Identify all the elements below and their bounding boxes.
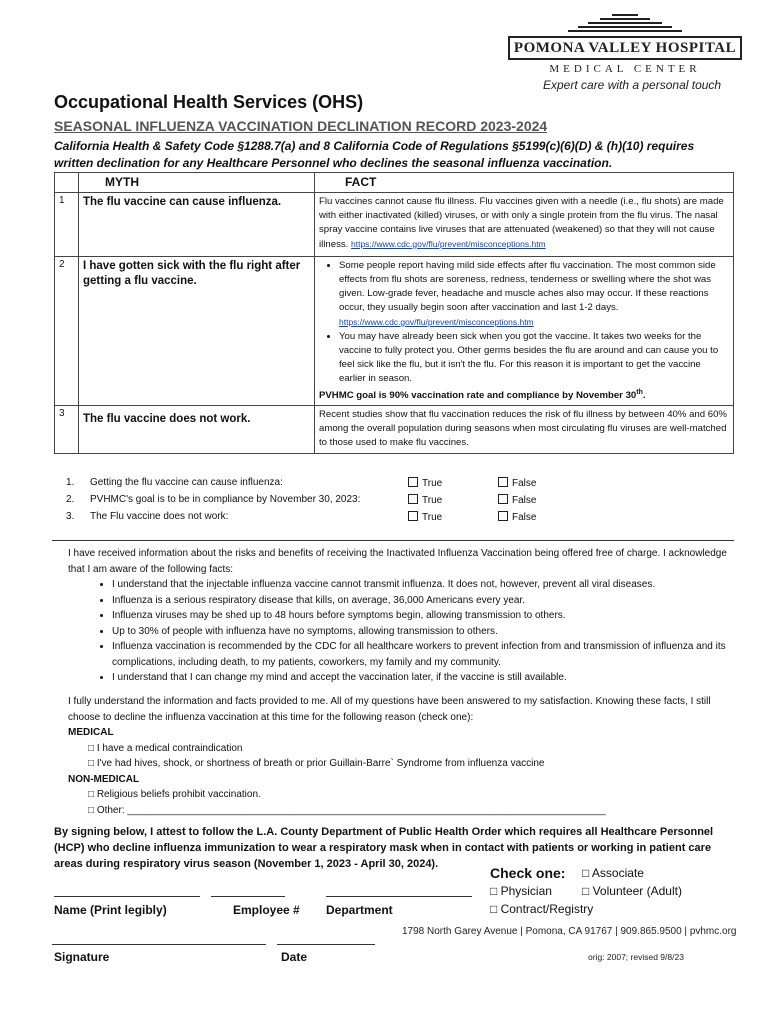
declaration-intro: I have received information about the risks and benefits of receiving the Inactivated Influenza Vaccination being offered free of charge. I acknowledge that I am aware of the following facts: (68, 548, 727, 575)
table-row (55, 193, 734, 257)
fact-cell (315, 193, 734, 257)
department-label: Department (326, 903, 393, 917)
false-label: False (512, 478, 537, 489)
medical-option[interactable]: □ I have a medical contraindication (88, 742, 243, 754)
list-item: • Influenza viruses may be shed up to 48 hours before symptoms begin, allowing transmission to others. (112, 608, 728, 624)
row-number: 1 (55, 193, 79, 257)
contract-option[interactable]: □ Contract/Registry (490, 902, 594, 916)
header-num (55, 173, 79, 193)
checkbox[interactable] (498, 494, 508, 504)
myth-text: The flu vaccine does not work. (79, 406, 315, 454)
goal-text: PVHMC goal is 90% vaccination rate and compliance by November 30 (319, 390, 637, 402)
fact-text: Flu vaccines cannot cause flu illness. Flu vaccines given with a needle (i.e., flu shots) are made with either inactivated (killed) viruses, or with only a single protein from the flu virus. The nasal spray vaccine contains live viruses that are attenuated (weakened) so that they will not cause illness. (319, 196, 724, 250)
logo-tagline: Expert care with a personal touch (543, 78, 722, 92)
myth-text: I have gotten sick with the flu right after getting a flu vaccine. (79, 257, 315, 406)
fact-cell (315, 257, 734, 406)
list-item: • Influenza is a serious respiratory disease that kills, on average, 36,000 Americans every year. (112, 593, 728, 609)
checkbox[interactable] (408, 511, 418, 521)
check-one-title: Check one: (490, 865, 566, 881)
myth-text: The flu vaccine can cause influenza. (79, 193, 315, 257)
department-line[interactable] (326, 896, 472, 897)
name-line[interactable] (54, 896, 200, 897)
list-item (339, 259, 729, 330)
other-option[interactable]: □ Other: ______________________________________________________________________________________ (88, 804, 606, 816)
nonmedical-option[interactable]: □ Religious beliefs prohibit vaccination. (88, 789, 261, 800)
list-item: • Up to 30% of people with influenza have no symptoms, allowing transmission to others. (112, 624, 728, 640)
divider (52, 540, 734, 541)
table-row (55, 406, 734, 454)
hospital-address: 1798 North Garey Avenue | Pomona, CA 91767 | 909.865.9500 | pvhmc.org (402, 926, 737, 937)
attestation: By signing below, I attest to follow the L.A. County Department of Public Health Order which requires all Healthcare Personnel (HCP) who decline influenza immunization to wear a respiratory mask when in contact with patients or working in patient care areas during respiratory virus season (November 1, 2023 - April 30, 2024). (54, 826, 714, 870)
logo-name: POMONA VALLEY HOSPITAL (508, 36, 742, 60)
cdc-link[interactable]: https://www.cdc.gov/flu/prevent/misconceptions.htm (351, 239, 546, 249)
logo-subtitle: MEDICAL CENTER (549, 63, 701, 75)
quiz-question: PVHMC's goal is to be in compliance by November 30, 2023: (90, 494, 361, 505)
true-option[interactable] (408, 477, 442, 489)
myth-fact-table (54, 172, 734, 454)
page-title: Occupational Health Services (OHS) (54, 92, 364, 112)
goal-sup: th (636, 389, 643, 396)
sunrise-logo-icon (508, 14, 742, 34)
list-item: • Influenza vaccination is recommended by the CDC for all healthcare workers to prevent infection from and transmission of influenza and its complications, including death, to my patients, coworkers, my family and my community. (112, 639, 728, 670)
medical-heading: MEDICAL (68, 727, 114, 738)
false-label: False (512, 495, 537, 506)
decline-reason (68, 694, 728, 818)
declaration (68, 546, 728, 686)
signature-label: Signature (54, 950, 110, 964)
false-option[interactable] (498, 477, 536, 489)
fact-text: Some people report having mild side effects after flu vaccination. The most common side effects from flu shots are soreness, redness, tenderness or swelling where the shot was given. Low-grade fever, headache and muscle aches also may occur. If these reactions occur, they usually begin soon after vaccination and last 1-2 days. (339, 260, 716, 313)
employee-label: Employee # (233, 903, 300, 917)
quiz-number: 3. (66, 511, 75, 522)
checkbox[interactable] (408, 477, 418, 487)
volunteer-option[interactable]: □ Volunteer (Adult) (582, 884, 682, 898)
check-one (490, 864, 730, 920)
checkbox[interactable] (498, 511, 508, 521)
nonmedical-heading: NON-MEDICAL (68, 773, 140, 785)
goal-end: . (642, 390, 646, 402)
false-option[interactable] (498, 494, 536, 506)
table-header-row (55, 173, 734, 193)
header-myth: MYTH (79, 173, 315, 193)
false-label: False (512, 512, 537, 523)
table-row (55, 257, 734, 406)
checkbox[interactable] (498, 477, 508, 487)
quiz (66, 477, 666, 531)
row-number: 2 (55, 257, 79, 406)
true-label: True (422, 512, 443, 523)
signature-line[interactable] (52, 944, 266, 945)
quiz-number: 2. (66, 494, 75, 505)
medical-option[interactable]: □ I've had hives, shock, or shortness of breath or prior Guillain-Barre` Syndrome from influenza vaccine (88, 758, 545, 769)
list-item: • I understand that the injectable influenza vaccine cannot transmit influenza. It does not, however, prevent all viral diseases. (112, 577, 728, 593)
true-option[interactable] (408, 511, 442, 523)
row-number: 3 (55, 406, 79, 454)
date-line[interactable] (277, 944, 375, 945)
true-label: True (422, 478, 443, 489)
true-option[interactable] (408, 494, 442, 506)
employee-line[interactable] (211, 896, 285, 897)
quiz-question: The Flu vaccine does not work: (90, 511, 229, 522)
physician-option[interactable]: □ Physician (490, 884, 552, 898)
fact-list (319, 259, 729, 386)
revision-note: orig: 2007; revised 9/8/23 (588, 952, 684, 962)
quiz-question: Getting the flu vaccine can cause influenza: (90, 477, 283, 488)
legal-notice: California Health & Safety Code §1288.7(a) and 8 California Code of Regulations §5199(c)(6)(D) & (h)(10) requires written declination for any Healthcare Personnel who declines the seasonal influenza vaccination. (54, 139, 695, 170)
reason-intro: I fully understand the information and facts provided to me. All of my questions have been answered to my satisfaction. Knowing these facts, I still choose to decline the influenza vaccination at this time for the following reason (check one): (68, 696, 711, 723)
date-label: Date (281, 950, 308, 964)
list-item: • You may have already been sick when you got the vaccine. It takes two weeks for the vaccine to fully protect you. Other germs besides the flu are around and can cause you to feel sick like the flu, but it isn't the flu. For this reason it is important to get the vaccine earlier in season. (339, 330, 729, 386)
hospital-logo (508, 14, 742, 75)
true-label: True (422, 495, 443, 506)
list-item: • I understand that I can change my mind and accept the vaccination later, if the vaccine is still available. (112, 670, 728, 686)
false-option[interactable] (498, 511, 536, 523)
facts-list (68, 577, 728, 686)
checkbox[interactable] (408, 494, 418, 504)
cdc-link[interactable]: https://www.cdc.gov/flu/prevent/misconceptions.htm (339, 317, 534, 327)
header-fact: FACT (315, 173, 734, 193)
quiz-number: 1. (66, 477, 75, 488)
name-label: Name (Print legibly) (54, 903, 167, 917)
goal-statement (319, 386, 729, 403)
page-subtitle: SEASONAL INFLUENZA VACCINATION DECLINATION RECORD 2023-2024 (54, 118, 548, 134)
associate-option[interactable]: □ Associate (582, 866, 644, 880)
fact-text: Recent studies show that flu vaccination reduces the risk of flu illness by between 40% and 60% among the overall population during seasons when most circulating flu viruses are well-matched to those used to make flu vaccines. (315, 406, 734, 454)
